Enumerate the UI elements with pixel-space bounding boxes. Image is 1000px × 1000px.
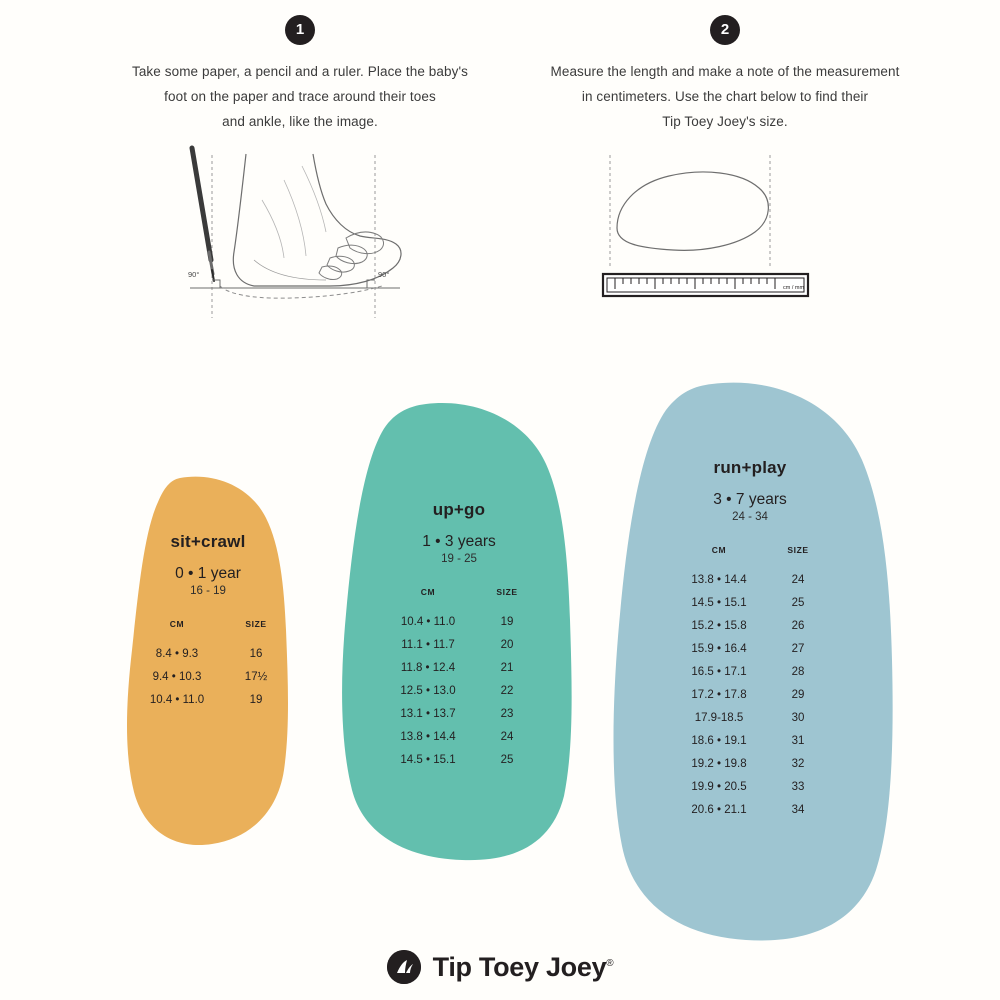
up-go-rows [380, 610, 538, 771]
cell-cm: 13.1 • 13.7 [400, 707, 456, 720]
table-row [671, 798, 829, 821]
sit-crawl-table [129, 619, 287, 711]
up-go-content [330, 398, 588, 771]
cell-cm: 14.5 • 15.1 [400, 753, 456, 766]
table-row [380, 610, 538, 633]
cell-size: 22 [500, 684, 514, 697]
step-1-line-3: and ankle, like the image. [222, 114, 378, 129]
cell-size: 21 [500, 661, 514, 674]
cell-size: 27 [791, 642, 805, 655]
brand-name [433, 952, 614, 983]
table-row [129, 642, 287, 665]
header-size: SIZE [496, 587, 518, 597]
table-header-row [380, 587, 538, 610]
cell-size: 19 [249, 693, 263, 706]
sit-crawl-title: sit+crawl [170, 532, 246, 551]
cell-cm: 15.2 • 15.8 [691, 619, 747, 632]
up-go-range: 19 - 25 [441, 553, 477, 565]
cell-cm: 18.6 • 19.1 [691, 734, 747, 747]
up-go-age: 1 • 3 years [422, 533, 496, 550]
cell-cm: 8.4 • 9.3 [155, 647, 199, 660]
cell-cm: 10.4 • 11.0 [400, 615, 456, 628]
header-size: SIZE [245, 619, 267, 629]
table-row [380, 656, 538, 679]
group-run-play [600, 378, 900, 821]
step-1-line-1: Take some paper, a pencil and a ruler. Place the baby's [131, 64, 469, 79]
sit-crawl-age: 0 • 1 year [175, 565, 241, 582]
run-play-age: 3 • 7 years [713, 491, 787, 508]
cell-size: 16 [249, 647, 263, 660]
step-2-line-3: Tip Toey Joey's size. [662, 114, 788, 129]
group-sit-crawl [118, 470, 298, 711]
table-row [671, 614, 829, 637]
up-go-table [380, 587, 538, 771]
step-2 [495, 15, 955, 134]
table-row [380, 633, 538, 656]
cell-cm: 20.6 • 21.1 [691, 803, 747, 816]
cell-size: 25 [500, 753, 514, 766]
cell-size: 31 [791, 734, 805, 747]
step-1-text [70, 59, 530, 134]
sit-crawl-range: 16 - 19 [190, 585, 226, 597]
step-1 [70, 15, 530, 134]
step-2-text [495, 59, 955, 134]
table-row [671, 637, 829, 660]
cell-size: 24 [500, 730, 514, 743]
table-row [380, 702, 538, 725]
sit-crawl-content [118, 470, 298, 711]
cell-size: 33 [791, 780, 805, 793]
table-header-row [129, 619, 287, 642]
run-play-rows [671, 568, 829, 821]
cell-size: 28 [791, 665, 805, 678]
run-play-title: run+play [713, 458, 787, 477]
cell-size: 20 [500, 638, 514, 651]
table-row [671, 683, 829, 706]
cell-size: 32 [791, 757, 805, 770]
up-go-title: up+go [432, 500, 486, 519]
header-cm: CM [169, 619, 185, 629]
svg-text:cm / mm: cm / mm [783, 285, 805, 291]
cell-cm: 16.5 • 17.1 [691, 665, 747, 678]
cell-size: 30 [791, 711, 805, 724]
svg-text:90°: 90° [378, 270, 390, 279]
table-row [380, 679, 538, 702]
cell-cm: 12.5 • 13.0 [400, 684, 456, 697]
brand-name-text: Tip Toey Joey [432, 951, 607, 982]
cell-cm: 11.8 • 12.4 [400, 661, 456, 674]
table-row [671, 752, 829, 775]
tip-toey-joey-logo-icon [387, 950, 421, 984]
cell-size: 17½ [244, 670, 268, 683]
sit-crawl-rows [129, 642, 287, 711]
table-row [671, 591, 829, 614]
cell-size: 19 [500, 615, 514, 628]
ruler-measure-illustration [595, 150, 825, 320]
run-play-table [671, 545, 829, 821]
table-row [129, 688, 287, 711]
step-1-badge: 1 [285, 15, 315, 45]
cell-cm: 19.9 • 20.5 [691, 780, 747, 793]
cell-size: 26 [791, 619, 805, 632]
step-1-line-2: foot on the paper and trace around their toes [164, 89, 436, 104]
cell-cm: 9.4 • 10.3 [152, 670, 202, 683]
cell-cm: 11.1 • 11.7 [401, 638, 455, 651]
table-row [671, 568, 829, 591]
header-size: SIZE [787, 545, 809, 555]
cell-cm: 15.9 • 16.4 [691, 642, 747, 655]
table-row [671, 706, 829, 729]
cell-cm: 13.8 • 14.4 [400, 730, 456, 743]
cell-cm: 19.2 • 19.8 [691, 757, 747, 770]
cell-cm: 14.5 • 15.1 [691, 596, 747, 609]
table-header-row [671, 545, 829, 568]
run-play-content [600, 378, 900, 821]
table-row [671, 775, 829, 798]
step-2-badge: 2 [710, 15, 740, 45]
cell-cm: 10.4 • 11.0 [149, 693, 205, 706]
cell-size: 25 [791, 596, 805, 609]
brand-trademark: ® [606, 957, 614, 969]
cell-size: 23 [500, 707, 514, 720]
cell-cm: 17.2 • 17.8 [691, 688, 747, 701]
brand-footer [0, 950, 1000, 984]
table-row [671, 660, 829, 683]
foot-tracing-illustration [150, 140, 450, 335]
header-cm: CM [711, 545, 727, 555]
table-row [380, 748, 538, 771]
cell-cm: 13.8 • 14.4 [691, 573, 747, 586]
step-2-line-2: in centimeters. Use the chart below to find their [581, 89, 869, 104]
step-2-line-1: Measure the length and make a note of the measurement [550, 64, 900, 79]
table-row [129, 665, 287, 688]
cell-size: 34 [791, 803, 805, 816]
cell-size: 29 [791, 688, 805, 701]
group-up-go [330, 398, 588, 771]
svg-text:90°: 90° [188, 270, 200, 279]
table-row [671, 729, 829, 752]
header-cm: CM [420, 587, 436, 597]
cell-size: 24 [791, 573, 805, 586]
run-play-range: 24 - 34 [732, 511, 768, 523]
cell-cm: 17.9-18.5 [694, 711, 744, 724]
table-row [380, 725, 538, 748]
